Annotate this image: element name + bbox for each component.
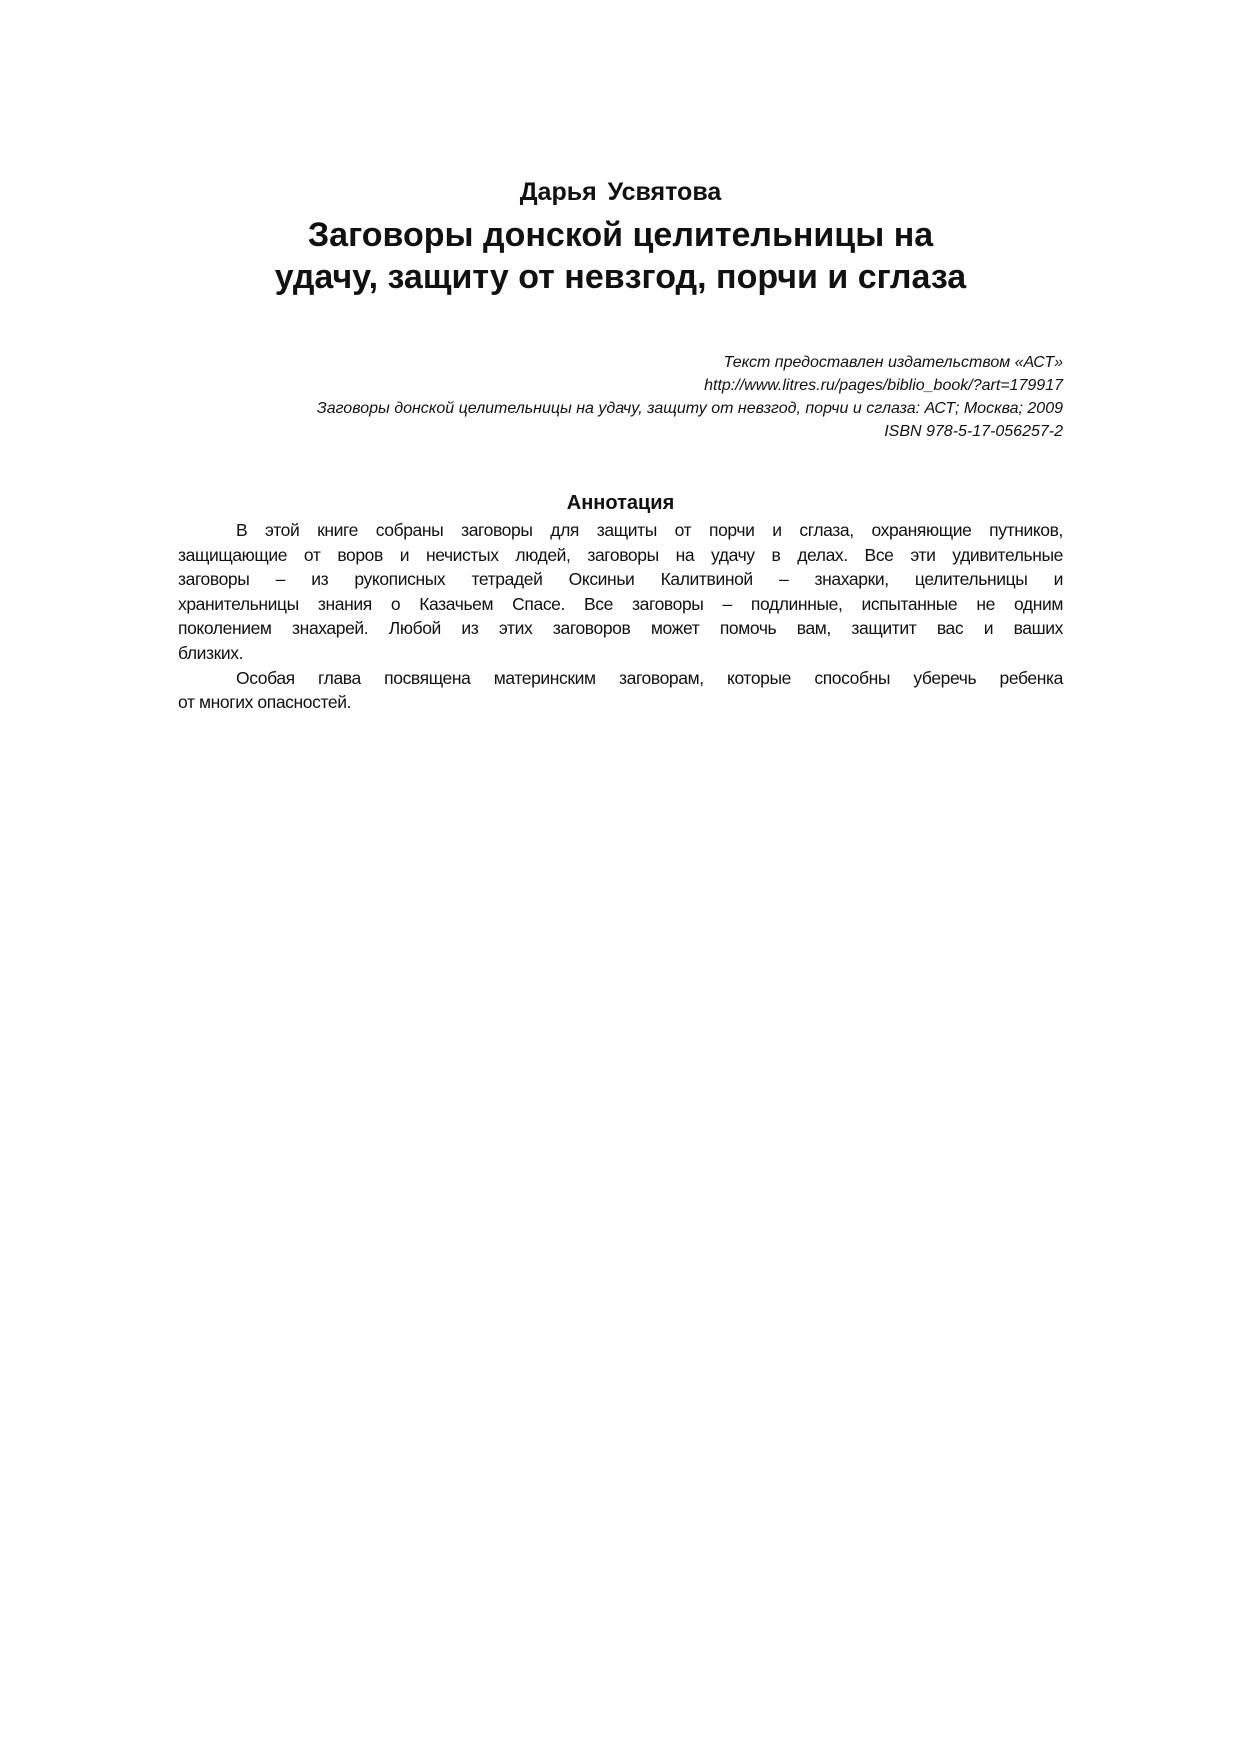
annotation-heading: Аннотация: [566, 492, 675, 514]
text-line: от многих опасностей.: [178, 692, 352, 713]
source-url: http://www.litres.ru/pages/biblio_book/?art=179917: [704, 377, 1063, 394]
publisher-note: Текст предоставлен издательством «АСТ»: [723, 354, 1063, 371]
book-title: [0, 214, 1241, 298]
book-author: Дарья Усвятова: [519, 178, 722, 206]
text-line: Особая глава посвящена материнским заговорам, которые способны уберечь ребенка: [236, 667, 1063, 688]
publication-info: [163, 351, 1063, 443]
bibliographic-record: Заговоры донской целительницы на удачу, защиту от невзгод, порчи и сглаза: АСТ; Москва; 2009: [316, 400, 1063, 417]
title-line: Заговоры донской целительницы на: [307, 216, 934, 254]
text-line: хранительницы знания о Казачьем Спасе. Все заговоры – подлинные, испытанные не одним: [178, 593, 1063, 614]
text-line: заговоры – из рукописных тетрадей Оксиньи Калитвиной – знахарки, целительницы и: [178, 569, 1063, 590]
text-line: близких.: [178, 642, 244, 663]
annotation-text: [178, 518, 1063, 715]
isbn: ISBN 978-5-17-056257-2: [884, 423, 1063, 440]
text-line: защищающие от воров и нечистых людей, заговоры на удачу в делах. Все эти удивительные: [178, 544, 1063, 565]
title-line: удачу, защиту от невзгод, порчи и сглаза: [274, 258, 967, 296]
text-line: В этой книге собраны заговоры для защиты от порчи и сглаза, охраняющие путников,: [236, 520, 1063, 540]
text-line: поколением знахарей. Любой из этих заговоров может помочь вам, защитит вас и ваших: [178, 618, 1063, 639]
